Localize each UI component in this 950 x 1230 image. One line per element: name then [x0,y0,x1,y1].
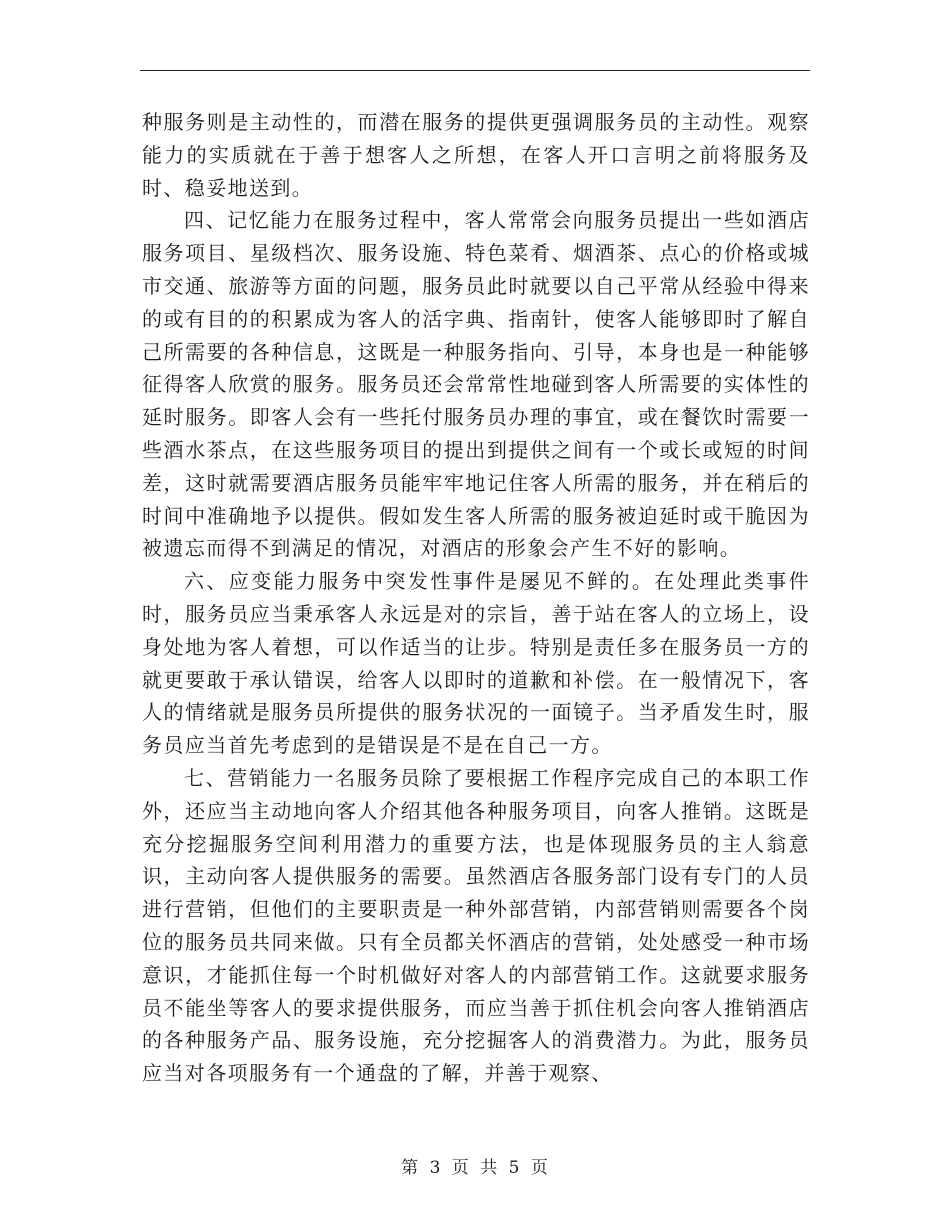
page-number: 第 3 页 共 5 页 [401,1158,549,1178]
header-rule [140,70,810,71]
document-body [142,106,810,1090]
paragraph-2: 四、记忆能力在服务过程中，客人常常会向服务员提出一些如酒店服务项目、星级档次、服务设施、特色菜肴、烟酒茶、点心的价格或城市交通、旅游等方面的问题，服务员此时就要以自己平常从经验中得来的或有目的的积累成为客人的活字典、指南针，使客人能够即时了解自己所需要的各种信息，这既是一种服务指向、引导，本身也是一种能够征得客人欣赏的服务。服务员还会常常性地碰到客人所需要的实体性的延时服务。即客人会有一些托付服务员办理的事宜，或在餐饮时需要一些酒水茶点，在这些服务项目的提出到提供之间有一个或长或短的时间差，这时就需要酒店服务员能牢牢地记住客人所需的服务，并在稍后的时间中准确地予以提供。假如发生客人所需的服务被迫延时或干脆因为被遗忘而得不到满足的情况，对酒店的形象会产生不好的影响。 [142,208,810,561]
paragraph-1: 种服务则是主动性的，而潜在服务的提供更强调服务员的主动性。观察能力的实质就在于善于想客人之所想，在客人开口言明之前将服务及时、稳妥地送到。 [142,110,810,200]
paragraph-4: 七、营销能力一名服务员除了要根据工作程序完成自己的本职工作外，还应当主动地向客人介绍其他各种服务项目，向客人推销。这既是充分挖掘服务空间利用潜力的重要方法，也是体现服务员的主人翁意识，主动向客人提供服务的需要。虽然酒店各服务部门设有专门的人员进行营销，但他们的主要职责是一种外部营销，内部营销则需要各个岗位的服务员共同来做。只有全员都关怀酒店的营销，处处感受一种市场意识，才能抓住每一个时机做好对客人的内部营销工作。这就要求服务员不能坐等客人的要求提供服务，而应当善于抓住机会向客人推销酒店的各种服务产品、服务设施，充分挖掘客人的消费潜力。为此，服务员应当对各项服务有一个通盘的了解，并善于观察、 [142,765,810,1086]
paragraph-3: 六、应变能力服务中突发性事件是屡见不鲜的。在处理此类事件时，服务员应当秉承客人永远是对的宗旨，善于站在客人的立场上，设身处地为客人着想，可以作适当的让步。特别是责任多在服务员一方的就更要敢于承认错误，给客人以即时的道歉和补偿。在一般情况下，客人的情绪就是服务员所提供的服务状况的一面镜子。当矛盾发生时，服务员应当首先考虑到的是错误是不是在自己一方。 [142,569,810,758]
